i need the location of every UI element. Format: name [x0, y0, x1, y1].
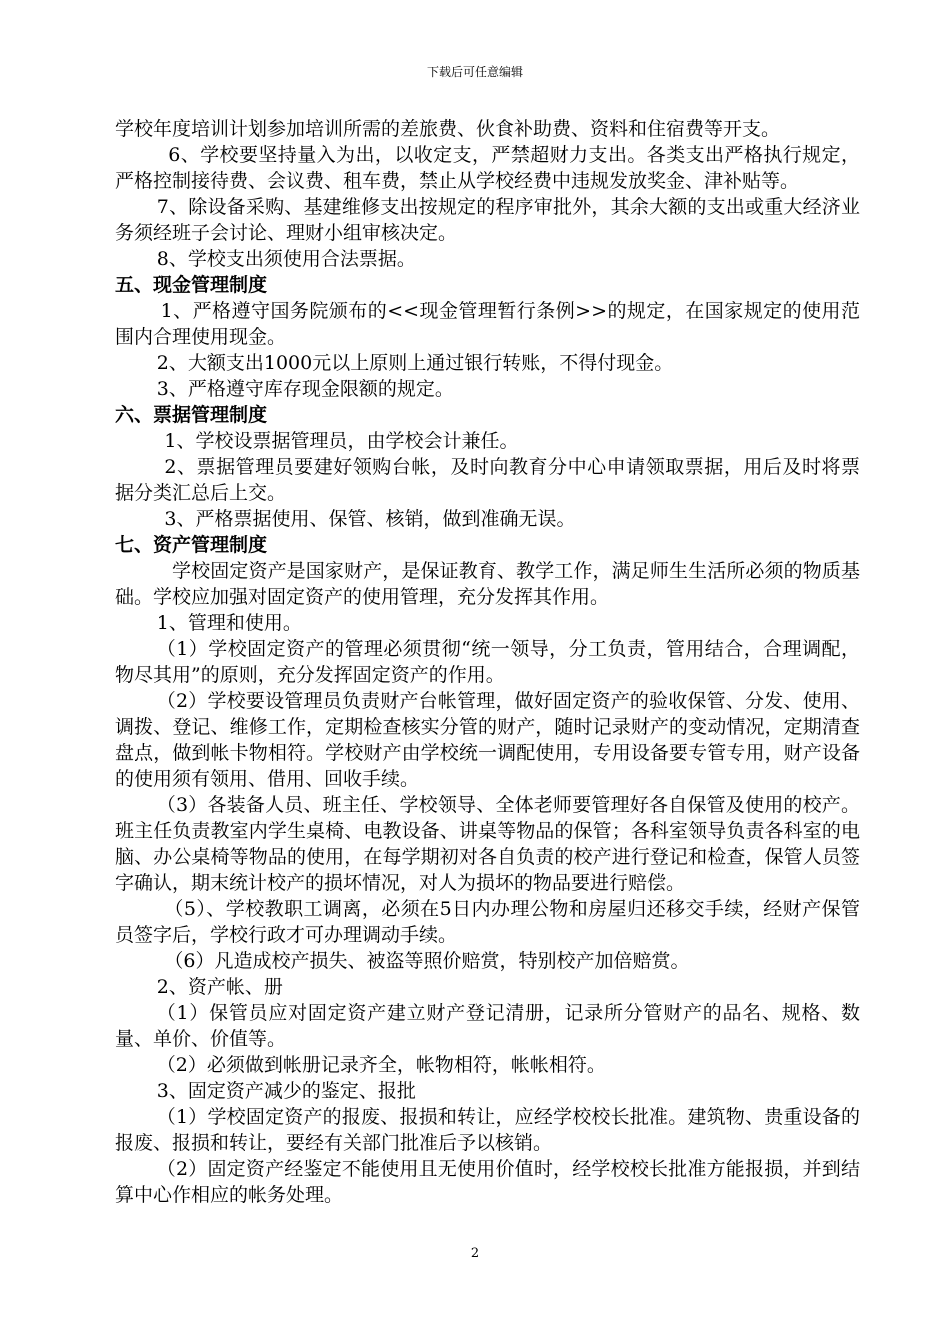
paragraph: 3、固定资产减少的鉴定、报批 [156, 1080, 416, 1102]
page-header: 下载后可任意编辑 [426, 65, 523, 79]
paragraph: 2、大额支出1000元以上原则上通过银行转账，不得付现金。 [156, 352, 674, 374]
paragraph: 1、学校设票据管理员，由学校会计兼任。 [164, 430, 519, 452]
section-heading: 五、现金管理制度 [115, 274, 268, 296]
paragraph: （3）各装备人员、班主任、学校领导、全体老师要管理好各自保管及使用的校产。班主任负责教室内学生桌椅、电教设备、讲桌等物品的保管；各科室领导负责各科室的电脑、办公桌椅等物品的使用，在每学期初对各自负责的校产进行登记和检查，保管人员签字确认，期末统计校产的损坏情况，对人为损坏的物品要进行赔偿。 [115, 794, 860, 894]
paragraph: （2）学校要设管理员负责财产台帐管理，做好固定资产的验收保管、分发、使用、调拨、登记、维修工作，定期检查核实分管的财产，随时记录财产的变动情况，定期清查盘点，做到帐卡物相符。学校财产由学校统一调配使用，专用设备要专管专用，财产设备的使用须有领用、借用、回收手续。 [115, 690, 860, 790]
document-body [115, 116, 860, 1208]
paragraph: （2）必须做到帐册记录齐全，帐物相符，帐帐相符。 [156, 1054, 606, 1076]
page-number: 2 [470, 1246, 480, 1261]
paragraph: （6）凡造成校产损失、被盗等照价赔赏，特别校产加倍赔赏。 [164, 950, 690, 972]
paragraph: （2）固定资产经鉴定不能使用且无使用价值时，经学校校长批准方能报损，并到结算中心作相应的帐务处理。 [115, 1158, 860, 1206]
paragraph: 3、严格票据使用、保管、核销，做到准确无误。 [164, 508, 576, 530]
paragraph: 3、严格遵守库存现金限额的规定。 [156, 378, 454, 400]
paragraph: （1）保管员应对固定资产建立财产登记清册，记录所分管财产的品名、规格、数量、单价、价值等。 [115, 1002, 860, 1050]
paragraph: 7、除设备采购、基建维修支出按规定的程序审批外，其余大额的支出或重大经济业务须经班子会讨论、理财小组审核决定。 [115, 196, 860, 244]
section-heading: 六、票据管理制度 [115, 404, 268, 426]
paragraph: 8、学校支出须使用合法票据。 [156, 248, 416, 270]
paragraph: 1、管理和使用。 [156, 612, 302, 634]
paragraph: 6、学校要坚持量入为出，以收定支，严禁超财力支出。各类支出严格执行规定，严格控制接待费、会议费、租车费，禁止从学校经费中违规发放奖金、津补贴等。 [115, 144, 860, 192]
paragraph: 2、资产帐、册 [156, 976, 283, 998]
section-heading: 七、资产管理制度 [115, 534, 268, 556]
paragraph: （5）、学校教职工调离，必须在5日内办理公物和房屋归还移交手续，经财产保管员签字后，学校行政才可办理调动手续。 [115, 898, 860, 946]
paragraph: （1）学校固定资产的管理必须贯彻“统一领导，分工负责，管用结合，合理调配，物尽其用”的原则，充分发挥固定资产的作用。 [115, 638, 860, 686]
paragraph: 学校年度培训计划参加培训所需的差旅费、伙食补助费、资料和住宿费等开支。 [115, 118, 781, 140]
paragraph: 1、严格遵守国务院颁布的<<现金管理暂行条例>>的规定，在国家规定的使用范围内合理使用现金。 [115, 300, 860, 348]
paragraph: 学校固定资产是国家财产，是保证教育、教学工作，满足师生生活所必须的物质基础。学校应加强对固定资产的使用管理，充分发挥其作用。 [115, 560, 860, 608]
paragraph: （1）学校固定资产的报废、报损和转让，应经学校校长批准。建筑物、贵重设备的报废、报损和转让，要经有关部门批准后予以核销。 [115, 1106, 860, 1154]
paragraph: 2、票据管理员要建好领购台帐，及时向教育分中心申请领取票据，用后及时将票据分类汇总后上交。 [115, 456, 860, 504]
